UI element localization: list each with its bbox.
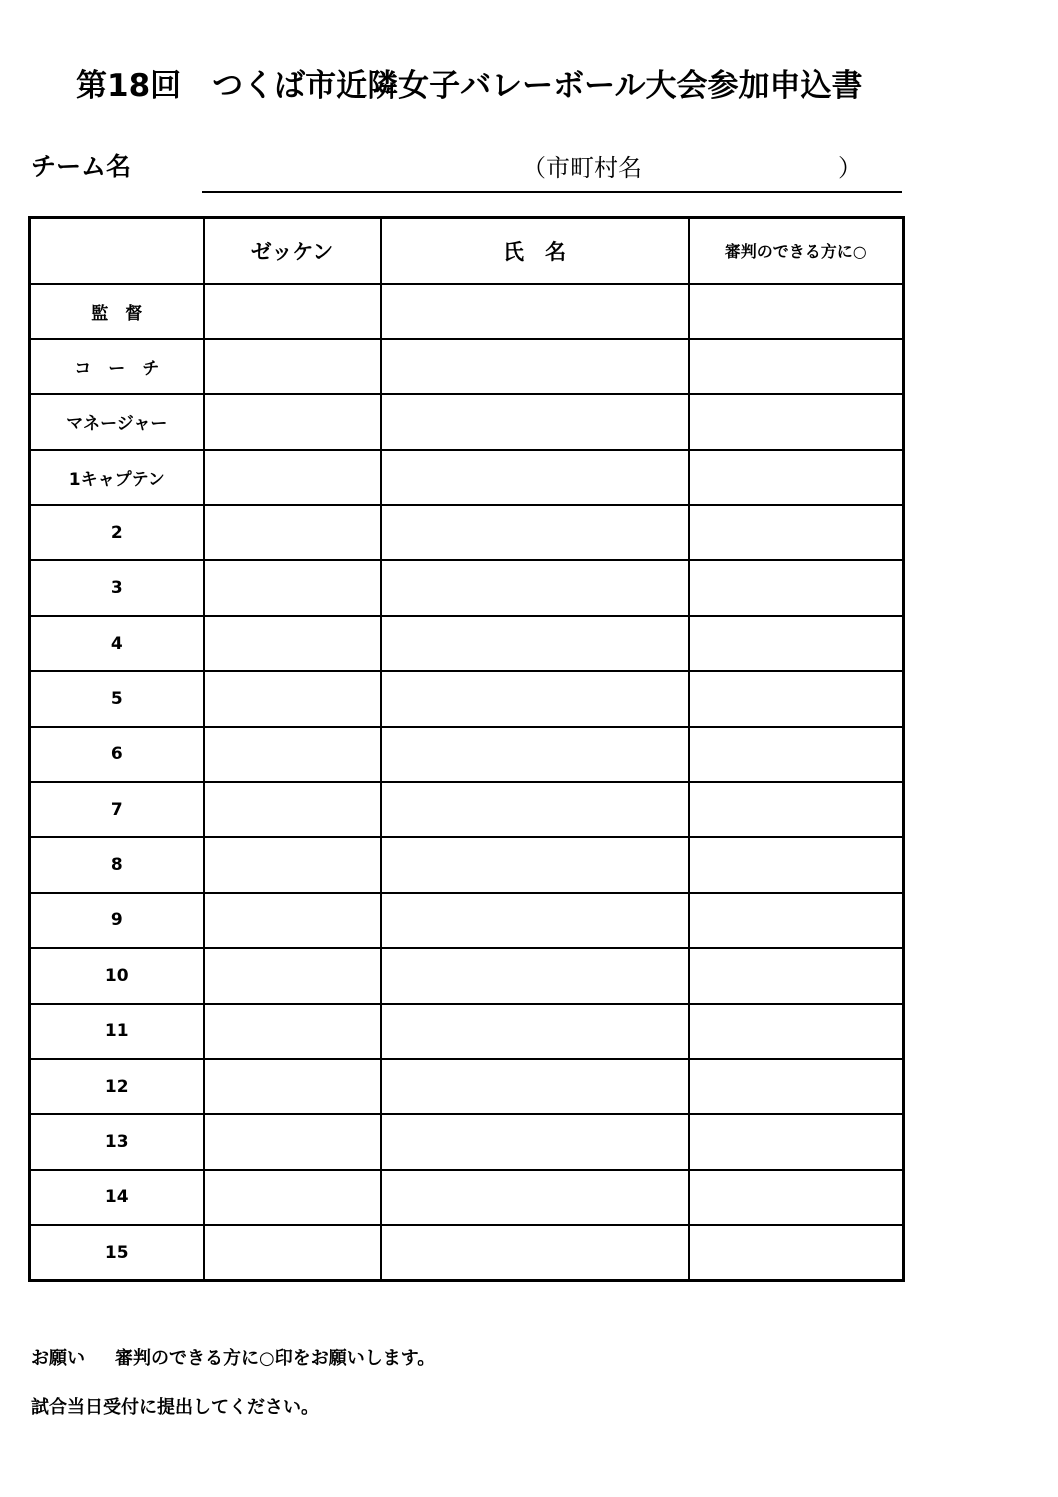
- referee-cell[interactable]: [689, 1170, 904, 1225]
- row-role-label: 7: [30, 782, 204, 837]
- referee-cell[interactable]: [689, 1059, 904, 1114]
- row-role-label: 1キャプテン: [30, 450, 204, 505]
- team-name-label: チーム名: [31, 152, 132, 181]
- zekken-cell[interactable]: [204, 560, 381, 615]
- header-zekken: ゼッケン: [204, 218, 381, 284]
- row-role-label: 3: [30, 560, 204, 615]
- request-text: 審判のできる方に○印をお願いします。: [115, 1348, 436, 1369]
- name-cell[interactable]: [381, 893, 689, 948]
- name-cell[interactable]: [381, 1225, 689, 1280]
- table-row: [30, 394, 904, 449]
- referee-cell[interactable]: [689, 671, 904, 726]
- zekken-cell[interactable]: [204, 782, 381, 837]
- row-role-label: 2: [30, 505, 204, 560]
- row-role-label: 4: [30, 616, 204, 671]
- zekken-cell[interactable]: [204, 727, 381, 782]
- name-cell[interactable]: [381, 450, 689, 505]
- zekken-cell[interactable]: [204, 450, 381, 505]
- zekken-cell[interactable]: [204, 505, 381, 560]
- table-row: [30, 450, 904, 505]
- row-role-label: 5: [30, 671, 204, 726]
- table-row: [30, 1170, 904, 1225]
- row-role-label: 9: [30, 893, 204, 948]
- row-role-label: 14: [30, 1170, 204, 1225]
- name-cell[interactable]: [381, 671, 689, 726]
- row-role-label: マネージャー: [30, 394, 204, 449]
- table-row: [30, 1225, 904, 1280]
- table-row: [30, 1059, 904, 1114]
- table-row: [30, 1004, 904, 1059]
- referee-cell[interactable]: [689, 893, 904, 948]
- table-row: [30, 284, 904, 339]
- team-name-line[interactable]: [202, 191, 902, 193]
- table-row: [30, 505, 904, 560]
- zekken-cell[interactable]: [204, 1059, 381, 1114]
- row-role-label: 6: [30, 727, 204, 782]
- referee-cell[interactable]: [689, 339, 904, 394]
- table-row: [30, 727, 904, 782]
- table-row: [30, 893, 904, 948]
- zekken-cell[interactable]: [204, 948, 381, 1003]
- referee-cell[interactable]: [689, 616, 904, 671]
- name-cell[interactable]: [381, 505, 689, 560]
- name-cell[interactable]: [381, 948, 689, 1003]
- name-cell[interactable]: [381, 837, 689, 892]
- table-row: [30, 948, 904, 1003]
- table-row: [30, 1114, 904, 1169]
- row-role-label: 13: [30, 1114, 204, 1169]
- entry-table: [28, 216, 905, 1282]
- row-role-label: 12: [30, 1059, 204, 1114]
- name-cell[interactable]: [381, 1004, 689, 1059]
- table-row: [30, 616, 904, 671]
- table-row: [30, 782, 904, 837]
- referee-cell[interactable]: [689, 505, 904, 560]
- zekken-cell[interactable]: [204, 339, 381, 394]
- request-label: お願い: [31, 1348, 85, 1369]
- row-role-label: 監 督: [30, 284, 204, 339]
- row-role-label: コ ー チ: [30, 339, 204, 394]
- submit-note: 試合当日受付に提出してください。: [31, 1397, 319, 1418]
- referee-cell[interactable]: [689, 1114, 904, 1169]
- referee-cell[interactable]: [689, 1004, 904, 1059]
- zekken-cell[interactable]: [204, 893, 381, 948]
- header-role: [30, 218, 204, 284]
- table-row: [30, 837, 904, 892]
- name-cell[interactable]: [381, 727, 689, 782]
- zekken-cell[interactable]: [204, 671, 381, 726]
- name-cell[interactable]: [381, 1170, 689, 1225]
- name-cell[interactable]: [381, 782, 689, 837]
- referee-cell[interactable]: [689, 782, 904, 837]
- table-row: [30, 671, 904, 726]
- zekken-cell[interactable]: [204, 1114, 381, 1169]
- header-row: [30, 218, 904, 284]
- zekken-cell[interactable]: [204, 837, 381, 892]
- referee-cell[interactable]: [689, 394, 904, 449]
- referee-cell[interactable]: [689, 727, 904, 782]
- name-cell[interactable]: [381, 284, 689, 339]
- name-cell[interactable]: [381, 560, 689, 615]
- header-name: 氏 名: [381, 218, 689, 284]
- form-title: 第18回 つくば市近隣女子バレーボール大会参加申込書: [76, 68, 863, 104]
- table-row: [30, 560, 904, 615]
- zekken-cell[interactable]: [204, 1170, 381, 1225]
- name-cell[interactable]: [381, 1059, 689, 1114]
- zekken-cell[interactable]: [204, 616, 381, 671]
- name-cell[interactable]: [381, 1114, 689, 1169]
- referee-cell[interactable]: [689, 948, 904, 1003]
- name-cell[interactable]: [381, 394, 689, 449]
- name-cell[interactable]: [381, 616, 689, 671]
- referee-cell[interactable]: [689, 450, 904, 505]
- referee-cell[interactable]: [689, 837, 904, 892]
- municipality-close-paren: ）: [838, 154, 862, 182]
- row-role-label: 11: [30, 1004, 204, 1059]
- row-role-label: 8: [30, 837, 204, 892]
- referee-cell[interactable]: [689, 560, 904, 615]
- request-note: [31, 1344, 435, 1370]
- name-cell[interactable]: [381, 339, 689, 394]
- referee-cell[interactable]: [689, 284, 904, 339]
- zekken-cell[interactable]: [204, 284, 381, 339]
- row-role-label: 10: [30, 948, 204, 1003]
- row-role-label: 15: [30, 1225, 204, 1280]
- zekken-cell[interactable]: [204, 394, 381, 449]
- table-row: [30, 339, 904, 394]
- referee-cell[interactable]: [689, 1225, 904, 1280]
- zekken-cell[interactable]: [204, 1225, 381, 1280]
- municipality-label: （市町村名: [522, 154, 642, 182]
- zekken-cell[interactable]: [204, 1004, 381, 1059]
- header-referee: 審判のできる方に○: [689, 218, 904, 284]
